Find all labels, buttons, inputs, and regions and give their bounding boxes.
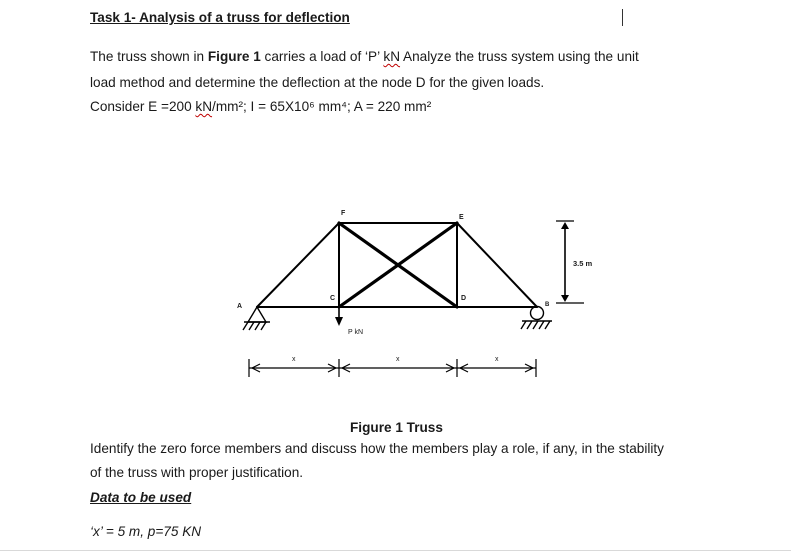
node-label-c: C xyxy=(330,295,336,302)
question-line-2: of the truss with proper justification. xyxy=(90,465,304,480)
load-label: P kN xyxy=(348,329,364,336)
height-label: 3.5 m xyxy=(573,259,593,268)
question-line-1: Identify the zero force members and discuss how the members play a role, if any, in the stability xyxy=(90,441,664,456)
roller-support-b xyxy=(521,307,552,330)
span-label-1: x xyxy=(292,356,296,363)
task-heading: Task 1- Analysis of a truss for deflection xyxy=(90,10,350,25)
member-af xyxy=(257,223,339,307)
pin-support-a xyxy=(243,307,270,330)
given-values: ‘x’ = 5 m, p=75 KN xyxy=(90,524,202,539)
data-heading: Data to be used xyxy=(90,490,192,505)
page-divider xyxy=(0,550,791,551)
intro-line-1: The truss shown in Figure 1 carries a load of ‘P’ kN Analyze the truss system using the unit xyxy=(90,49,639,64)
node-label-d: D xyxy=(461,295,467,302)
intro-line-2: load method and determine the deflection at the node D for the given loads. xyxy=(90,75,545,90)
intro-line-3: Consider E =200 kN/mm²; I = 65X10⁶ mm⁴; A = 220 mm² xyxy=(90,99,432,114)
member-eb xyxy=(457,223,537,307)
figure-caption: Figure 1 Truss xyxy=(350,420,443,435)
load-arrow xyxy=(335,307,343,326)
span-label-3: x xyxy=(495,356,499,363)
node-label-b: B xyxy=(545,302,550,308)
node-label-f: F xyxy=(341,210,346,217)
span-label-2: x xyxy=(396,356,400,363)
node-label-e: E xyxy=(459,214,464,221)
node-label-a: A xyxy=(237,303,243,310)
